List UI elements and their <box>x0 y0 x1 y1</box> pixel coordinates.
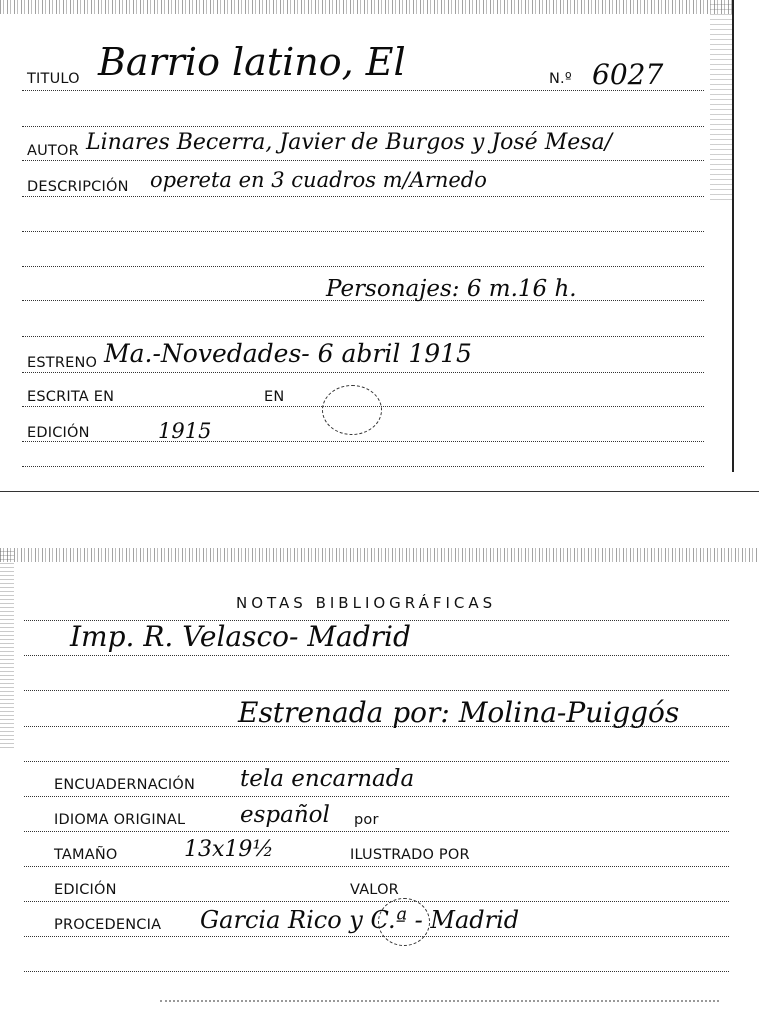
ruled-line <box>24 971 729 972</box>
ruled-line <box>22 266 704 267</box>
encuadernacion-value: tela encarnada <box>240 766 415 792</box>
ruled-line <box>22 372 704 373</box>
ruled-line <box>22 160 704 161</box>
ruled-line <box>22 196 704 197</box>
catalog-card-back <box>0 548 759 1028</box>
ruled-line <box>24 655 729 656</box>
titulo-value: Barrio latino, El <box>98 40 406 84</box>
personajes-value: Personajes: 6 m.16 h. <box>326 276 577 302</box>
idioma-label: IDIOMA ORIGINAL <box>54 812 186 828</box>
encuadernacion-label: ENCUADERNACIÓN <box>54 777 196 793</box>
procedencia-value: Garcia Rico y C.ª - Madrid <box>200 906 520 934</box>
ilustrado-label: ILUSTRADO POR <box>350 847 470 863</box>
ruled-line <box>24 690 729 691</box>
descripcion-value: opereta en 3 cuadros m/Arnedo <box>150 168 487 192</box>
edicion-label: EDICIÓN <box>27 425 90 441</box>
numero-value: 6027 <box>592 58 664 91</box>
catalog-card-front <box>0 0 734 472</box>
ruled-line <box>22 466 704 467</box>
scan-edge <box>160 1000 719 1002</box>
ruled-line <box>22 126 704 127</box>
estreno-label: ESTRENO <box>27 355 98 371</box>
ruled-line <box>24 936 729 937</box>
edicion-value: 1915 <box>158 419 212 443</box>
scan-noise <box>0 548 759 562</box>
valor-label: VALOR <box>350 882 399 898</box>
tamano-label: TAMAÑO <box>54 847 118 863</box>
ruled-line <box>22 336 704 337</box>
nota-estrenada: Estrenada por: Molina-Puiggós <box>238 696 680 729</box>
edicion2-label: EDICIÓN <box>54 882 117 898</box>
scan-noise <box>710 0 732 200</box>
ruled-line <box>24 796 729 797</box>
estreno-value: Ma.-Novedades- 6 abril 1915 <box>104 339 472 368</box>
autor-label: AUTOR <box>27 143 79 159</box>
scan-noise <box>0 548 14 748</box>
autor-value: Linares Becerra, Javier de Burgos y José Mesa/ <box>86 130 613 155</box>
scan-noise <box>0 0 732 14</box>
ruled-line <box>22 441 704 442</box>
escrita-en-label: ESCRITA EN <box>27 389 115 405</box>
ruled-line <box>24 831 729 832</box>
notas-heading: NOTAS BIBLIOGRÁFICAS <box>236 594 497 612</box>
ruled-line <box>24 901 729 902</box>
por-label: por <box>354 812 379 828</box>
card-separator <box>0 491 759 492</box>
descripcion-label: DESCRIPCIÓN <box>27 179 129 195</box>
nota-imprenta: Imp. R. Velasco- Madrid <box>70 620 411 653</box>
ruled-line <box>24 761 729 762</box>
idioma-value: español <box>240 802 330 828</box>
en-label: EN <box>264 389 285 405</box>
procedencia-label: PROCEDENCIA <box>54 917 162 933</box>
numero-label: N.º <box>549 71 572 87</box>
ruled-line <box>22 231 704 232</box>
tamano-value: 13x19½ <box>184 837 274 862</box>
stamp-mark <box>322 385 382 435</box>
stamp-mark <box>378 898 430 946</box>
ruled-line <box>24 866 729 867</box>
titulo-label: TITULO <box>27 71 80 87</box>
